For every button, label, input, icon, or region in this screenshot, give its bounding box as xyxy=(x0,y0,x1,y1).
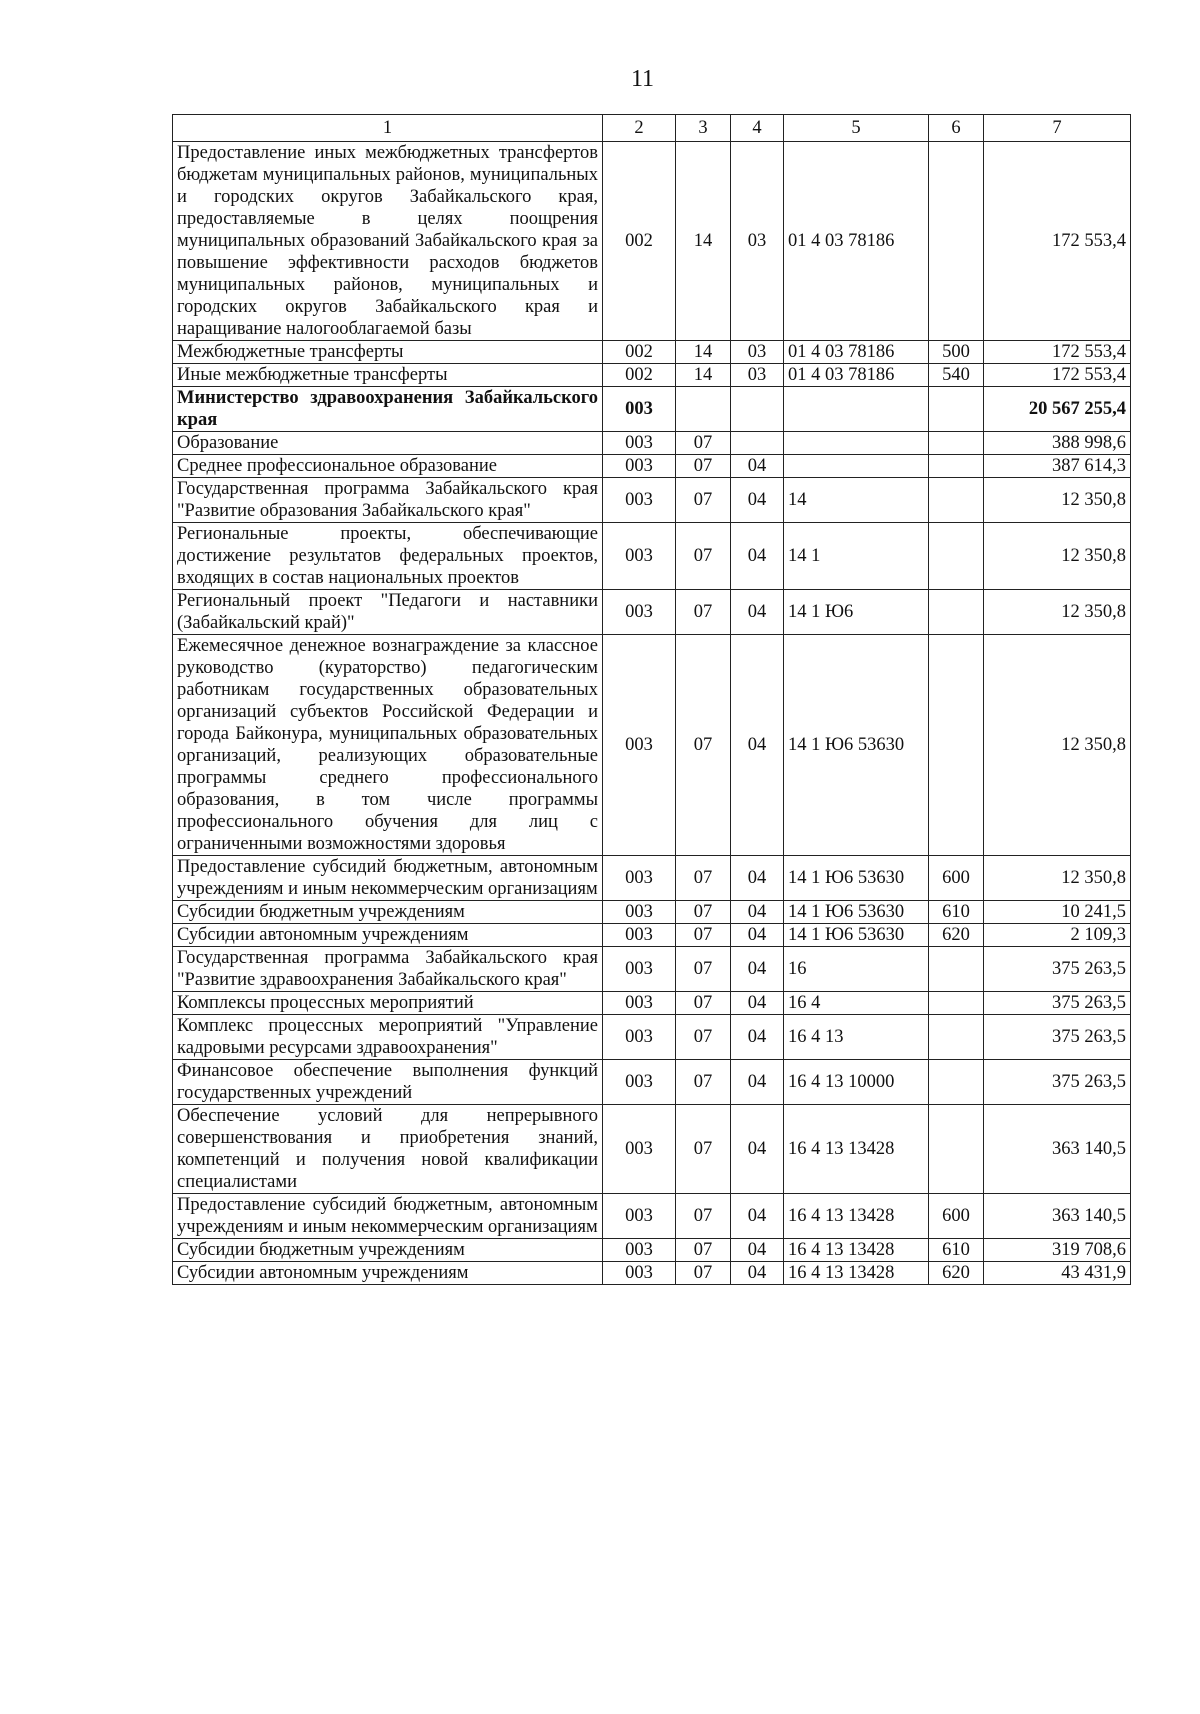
expense-type-cell xyxy=(929,432,984,455)
expense-type-cell xyxy=(929,590,984,635)
subsection-code-cell: 04 xyxy=(731,590,784,635)
section-code-cell: 07 xyxy=(676,1262,731,1285)
section-code-cell: 07 xyxy=(676,1194,731,1239)
section-code-cell: 07 xyxy=(676,1239,731,1262)
expense-type-cell xyxy=(929,142,984,341)
amount-cell: 388 998,6 xyxy=(984,432,1131,455)
expense-type-cell: 540 xyxy=(929,364,984,387)
row-name-cell: Ежемесячное денежное вознаграждение за классное руководство (кураторство) педагогическим работникам государственных образовательных организаций субъектов Российской Федерации и города Байконура, муниципальных образовательных организаций, реализующих образовательные программы среднего профессионального образования, в том числе программы профессионального обучения для лиц с ограниченными возможностями здоровья xyxy=(173,635,603,856)
grbs-code-cell: 003 xyxy=(603,478,676,523)
table-row xyxy=(173,1194,1131,1239)
grbs-code-cell: 003 xyxy=(603,924,676,947)
target-article-cell: 16 4 xyxy=(784,992,929,1015)
expense-type-cell: 600 xyxy=(929,1194,984,1239)
subsection-code-cell: 04 xyxy=(731,478,784,523)
row-name-cell: Комплексы процессных мероприятий xyxy=(173,992,603,1015)
amount-cell: 172 553,4 xyxy=(984,142,1131,341)
target-article-cell: 14 1 Ю6 53630 xyxy=(784,901,929,924)
subsection-code-cell: 04 xyxy=(731,1060,784,1105)
target-article-cell: 14 1 xyxy=(784,523,929,590)
subsection-code-cell: 04 xyxy=(731,1015,784,1060)
target-article-cell: 01 4 03 78186 xyxy=(784,364,929,387)
target-article-cell: 16 xyxy=(784,947,929,992)
amount-cell: 172 553,4 xyxy=(984,341,1131,364)
target-article-cell: 16 4 13 13428 xyxy=(784,1194,929,1239)
expense-type-cell xyxy=(929,1105,984,1194)
subsection-code-cell: 04 xyxy=(731,1105,784,1194)
row-name-cell: Региональные проекты, обеспечивающие достижение результатов федеральных проектов, входящих в состав национальных проектов xyxy=(173,523,603,590)
table-row xyxy=(173,590,1131,635)
subsection-code-cell: 04 xyxy=(731,1262,784,1285)
grbs-code-cell: 003 xyxy=(603,901,676,924)
table-row xyxy=(173,478,1131,523)
section-code-cell: 07 xyxy=(676,856,731,901)
target-article-cell: 14 1 Ю6 53630 xyxy=(784,924,929,947)
page-number: 11 xyxy=(630,66,655,92)
target-article-cell xyxy=(784,387,929,432)
subsection-code-cell: 03 xyxy=(731,341,784,364)
column-header: 5 xyxy=(784,115,929,142)
amount-cell: 387 614,3 xyxy=(984,455,1131,478)
expense-type-cell xyxy=(929,1015,984,1060)
target-article-cell: 14 1 Ю6 53630 xyxy=(784,635,929,856)
row-name-cell: Субсидии бюджетным учреждениям xyxy=(173,901,603,924)
expense-type-cell xyxy=(929,947,984,992)
subsection-code-cell: 03 xyxy=(731,142,784,341)
grbs-code-cell: 003 xyxy=(603,387,676,432)
row-name-cell: Среднее профессиональное образование xyxy=(173,455,603,478)
section-code-cell: 07 xyxy=(676,590,731,635)
table-row xyxy=(173,1015,1131,1060)
row-name-cell: Региональный проект "Педагоги и наставники (Забайкальский край)" xyxy=(173,590,603,635)
table-row xyxy=(173,856,1131,901)
target-article-cell: 16 4 13 10000 xyxy=(784,1060,929,1105)
subsection-code-cell: 04 xyxy=(731,901,784,924)
table-row xyxy=(173,341,1131,364)
table-row xyxy=(173,924,1131,947)
section-code-cell: 14 xyxy=(676,341,731,364)
expense-type-cell xyxy=(929,478,984,523)
target-article-cell: 14 1 Ю6 53630 xyxy=(784,856,929,901)
section-code-cell: 14 xyxy=(676,142,731,341)
column-header: 3 xyxy=(676,115,731,142)
table-row xyxy=(173,992,1131,1015)
row-name-cell: Государственная программа Забайкальского края "Развитие здравоохранения Забайкальского края" xyxy=(173,947,603,992)
amount-cell: 375 263,5 xyxy=(984,992,1131,1015)
amount-cell: 12 350,8 xyxy=(984,590,1131,635)
table-row xyxy=(173,947,1131,992)
amount-cell: 363 140,5 xyxy=(984,1194,1131,1239)
amount-cell: 375 263,5 xyxy=(984,1015,1131,1060)
row-name-cell: Образование xyxy=(173,432,603,455)
target-article-cell xyxy=(784,455,929,478)
subsection-code-cell: 04 xyxy=(731,856,784,901)
expense-type-cell xyxy=(929,387,984,432)
grbs-code-cell: 003 xyxy=(603,1239,676,1262)
table-row xyxy=(173,901,1131,924)
section-code-cell: 07 xyxy=(676,635,731,856)
column-header: 2 xyxy=(603,115,676,142)
amount-cell: 319 708,6 xyxy=(984,1239,1131,1262)
table-row xyxy=(173,1239,1131,1262)
table-row xyxy=(173,387,1131,432)
target-article-cell: 16 4 13 13428 xyxy=(784,1262,929,1285)
section-code-cell: 07 xyxy=(676,1060,731,1105)
grbs-code-cell: 003 xyxy=(603,992,676,1015)
table-row xyxy=(173,455,1131,478)
grbs-code-cell: 003 xyxy=(603,856,676,901)
grbs-code-cell: 003 xyxy=(603,455,676,478)
expense-type-cell xyxy=(929,455,984,478)
grbs-code-cell: 003 xyxy=(603,1105,676,1194)
expense-type-cell xyxy=(929,635,984,856)
amount-cell: 172 553,4 xyxy=(984,364,1131,387)
subsection-code-cell: 04 xyxy=(731,455,784,478)
table-row xyxy=(173,1060,1131,1105)
subsection-code-cell: 04 xyxy=(731,1194,784,1239)
target-article-cell: 16 4 13 xyxy=(784,1015,929,1060)
amount-cell: 20 567 255,4 xyxy=(984,387,1131,432)
grbs-code-cell: 002 xyxy=(603,142,676,341)
subsection-code-cell: 04 xyxy=(731,1239,784,1262)
expense-type-cell: 500 xyxy=(929,341,984,364)
target-article-cell: 14 1 Ю6 xyxy=(784,590,929,635)
expense-type-cell: 600 xyxy=(929,856,984,901)
grbs-code-cell: 003 xyxy=(603,1262,676,1285)
grbs-code-cell: 003 xyxy=(603,590,676,635)
row-name-cell: Предоставление субсидий бюджетным, автономным учреждениям и иным некоммерческим организациям xyxy=(173,856,603,901)
column-header: 6 xyxy=(929,115,984,142)
row-name-cell: Иные межбюджетные трансферты xyxy=(173,364,603,387)
amount-cell: 10 241,5 xyxy=(984,901,1131,924)
budget-table xyxy=(172,114,1131,1285)
table-row xyxy=(173,364,1131,387)
amount-cell: 375 263,5 xyxy=(984,1060,1131,1105)
column-header: 1 xyxy=(173,115,603,142)
row-name-cell: Министерство здравоохранения Забайкальского края xyxy=(173,387,603,432)
section-code-cell: 07 xyxy=(676,992,731,1015)
grbs-code-cell: 003 xyxy=(603,947,676,992)
subsection-code-cell xyxy=(731,432,784,455)
amount-cell: 12 350,8 xyxy=(984,856,1131,901)
grbs-code-cell: 003 xyxy=(603,635,676,856)
table-row xyxy=(173,523,1131,590)
row-name-cell: Субсидии бюджетным учреждениям xyxy=(173,1239,603,1262)
section-code-cell: 07 xyxy=(676,432,731,455)
row-name-cell: Субсидии автономным учреждениям xyxy=(173,924,603,947)
row-name-cell: Предоставление субсидий бюджетным, автономным учреждениям и иным некоммерческим организациям xyxy=(173,1194,603,1239)
section-code-cell: 07 xyxy=(676,1105,731,1194)
expense-type-cell: 610 xyxy=(929,901,984,924)
table-row xyxy=(173,432,1131,455)
grbs-code-cell: 003 xyxy=(603,1015,676,1060)
expense-type-cell xyxy=(929,1060,984,1105)
subsection-code-cell: 04 xyxy=(731,523,784,590)
amount-cell: 12 350,8 xyxy=(984,523,1131,590)
row-name-cell: Финансовое обеспечение выполнения функций государственных учреждений xyxy=(173,1060,603,1105)
section-code-cell: 07 xyxy=(676,523,731,590)
subsection-code-cell: 04 xyxy=(731,992,784,1015)
expense-type-cell xyxy=(929,992,984,1015)
grbs-code-cell: 002 xyxy=(603,364,676,387)
expense-type-cell: 610 xyxy=(929,1239,984,1262)
section-code-cell: 07 xyxy=(676,947,731,992)
header-row xyxy=(173,115,1131,142)
grbs-code-cell: 002 xyxy=(603,341,676,364)
subsection-code-cell: 03 xyxy=(731,364,784,387)
section-code-cell: 07 xyxy=(676,924,731,947)
section-code-cell: 07 xyxy=(676,478,731,523)
grbs-code-cell: 003 xyxy=(603,523,676,590)
expense-type-cell: 620 xyxy=(929,924,984,947)
section-code-cell: 14 xyxy=(676,364,731,387)
amount-cell: 43 431,9 xyxy=(984,1262,1131,1285)
grbs-code-cell: 003 xyxy=(603,1060,676,1105)
target-article-cell: 16 4 13 13428 xyxy=(784,1105,929,1194)
target-article-cell: 01 4 03 78186 xyxy=(784,341,929,364)
amount-cell: 375 263,5 xyxy=(984,947,1131,992)
amount-cell: 2 109,3 xyxy=(984,924,1131,947)
section-code-cell: 07 xyxy=(676,455,731,478)
section-code-cell xyxy=(676,387,731,432)
subsection-code-cell: 04 xyxy=(731,635,784,856)
section-code-cell: 07 xyxy=(676,1015,731,1060)
row-name-cell: Межбюджетные трансферты xyxy=(173,341,603,364)
target-article-cell xyxy=(784,432,929,455)
subsection-code-cell xyxy=(731,387,784,432)
section-code-cell: 07 xyxy=(676,901,731,924)
row-name-cell: Государственная программа Забайкальского края "Развитие образования Забайкальского края" xyxy=(173,478,603,523)
table-row xyxy=(173,635,1131,856)
expense-type-cell: 620 xyxy=(929,1262,984,1285)
amount-cell: 12 350,8 xyxy=(984,635,1131,856)
amount-cell: 12 350,8 xyxy=(984,478,1131,523)
row-name-cell: Предоставление иных межбюджетных трансфертов бюджетам муниципальных районов, муниципальных и городских округов Забайкальского края, предоставляемые в целях поощрения муниципальных образований Забайкальского края за повышение эффективности расходов бюджетов муниципальных районов, муниципальных и городских округов Забайкальского края и наращивание налогооблагаемой базы xyxy=(173,142,603,341)
row-name-cell: Комплекс процессных мероприятий "Управление кадровыми ресурсами здравоохранения" xyxy=(173,1015,603,1060)
column-header: 4 xyxy=(731,115,784,142)
row-name-cell: Субсидии автономным учреждениям xyxy=(173,1262,603,1285)
expense-type-cell xyxy=(929,523,984,590)
target-article-cell: 14 xyxy=(784,478,929,523)
table-row xyxy=(173,1262,1131,1285)
grbs-code-cell: 003 xyxy=(603,1194,676,1239)
grbs-code-cell: 003 xyxy=(603,432,676,455)
column-header: 7 xyxy=(984,115,1131,142)
amount-cell: 363 140,5 xyxy=(984,1105,1131,1194)
subsection-code-cell: 04 xyxy=(731,924,784,947)
target-article-cell: 01 4 03 78186 xyxy=(784,142,929,341)
target-article-cell: 16 4 13 13428 xyxy=(784,1239,929,1262)
table-row xyxy=(173,1105,1131,1194)
row-name-cell: Обеспечение условий для непрерывного совершенствования и приобретения знаний, компетенций и получения новой квалификации специалистами xyxy=(173,1105,603,1194)
subsection-code-cell: 04 xyxy=(731,947,784,992)
table-row xyxy=(173,142,1131,341)
